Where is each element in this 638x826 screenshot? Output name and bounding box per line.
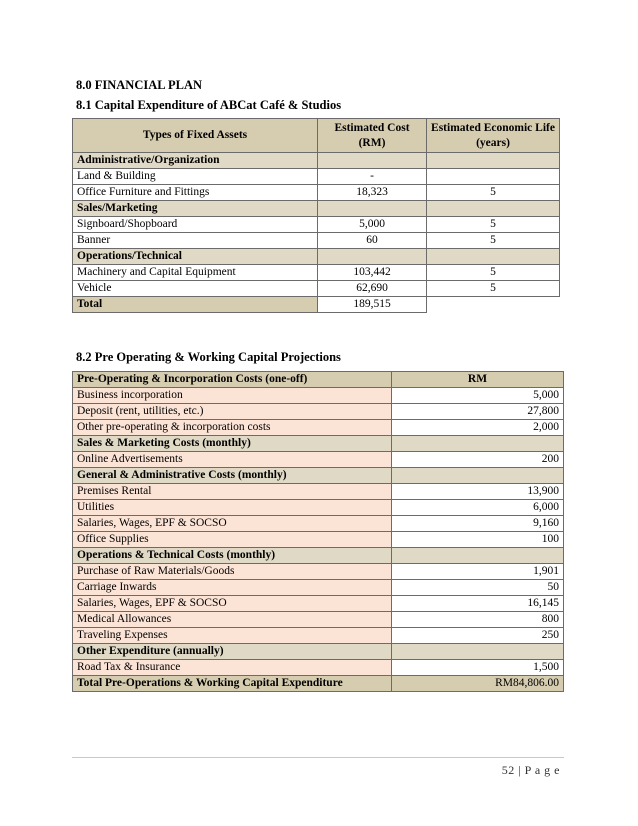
table-row	[73, 596, 564, 612]
cost-amount: 5,000	[392, 388, 564, 404]
asset-name: Vehicle	[73, 281, 318, 297]
cost-amount: 9,160	[392, 516, 564, 532]
asset-name: Machinery and Capital Equipment	[73, 265, 318, 281]
cost-item: Medical Allowances	[73, 612, 392, 628]
asset-name: Office Furniture and Fittings	[73, 185, 318, 201]
group-header-row	[73, 468, 564, 484]
asset-name: Signboard/Shopboard	[73, 217, 318, 233]
cost-item: Salaries, Wages, EPF & SOCSO	[73, 596, 392, 612]
group-header-row	[73, 436, 564, 452]
table-row	[73, 420, 564, 436]
estimated-cost: -	[318, 169, 427, 185]
group-cell	[392, 468, 564, 484]
economic-life: 5	[427, 185, 560, 201]
section-title: Operations/Technical	[73, 249, 318, 265]
section-title: Sales/Marketing	[73, 201, 318, 217]
group-title: Other Expenditure (annually)	[73, 644, 392, 660]
cost-item: Office Supplies	[73, 532, 392, 548]
footer-divider	[72, 757, 564, 758]
cost-amount: 1,500	[392, 660, 564, 676]
group-header-row	[73, 548, 564, 564]
cost-amount: 50	[392, 580, 564, 596]
section-row	[73, 249, 560, 265]
table-row	[73, 564, 564, 580]
cost-amount: 100	[392, 532, 564, 548]
total-row	[73, 297, 560, 313]
section-cell	[427, 201, 560, 217]
cost-item: Deposit (rent, utilities, etc.)	[73, 404, 392, 420]
cost-amount: 27,800	[392, 404, 564, 420]
group-title: Operations & Technical Costs (monthly)	[73, 548, 392, 564]
cost-amount: 800	[392, 612, 564, 628]
table-row	[73, 281, 560, 297]
section-cell	[427, 153, 560, 169]
estimated-cost: 62,690	[318, 281, 427, 297]
page-number: 52	[501, 763, 515, 777]
table-row	[73, 628, 564, 644]
table-row	[73, 265, 560, 281]
col-header-asset: Types of Fixed Assets	[73, 119, 318, 153]
total-label: Total	[73, 297, 318, 313]
cost-item: Carriage Inwards	[73, 580, 392, 596]
table-row	[73, 484, 564, 500]
table-row	[73, 217, 560, 233]
estimated-cost: 103,442	[318, 265, 427, 281]
page-label: | P a g e	[518, 763, 560, 777]
total-row	[73, 676, 564, 692]
capex-table-body	[73, 153, 560, 313]
economic-life	[427, 169, 560, 185]
section-cell	[318, 249, 427, 265]
cost-item: Traveling Expenses	[73, 628, 392, 644]
cost-item: Premises Rental	[73, 484, 392, 500]
cost-amount: 16,145	[392, 596, 564, 612]
table-row	[73, 388, 564, 404]
page-footer	[502, 763, 560, 778]
group-title: General & Administrative Costs (monthly)	[73, 468, 392, 484]
table-row	[73, 452, 564, 468]
group-title: Sales & Marketing Costs (monthly)	[73, 436, 392, 452]
table-row	[73, 532, 564, 548]
asset-name: Land & Building	[73, 169, 318, 185]
cost-item: Business incorporation	[73, 388, 392, 404]
cost-amount: 250	[392, 628, 564, 644]
group-header-row	[73, 644, 564, 660]
section-cell	[318, 201, 427, 217]
economic-life: 5	[427, 233, 560, 249]
preop-costs-table	[72, 371, 564, 692]
table-row	[73, 580, 564, 596]
cost-amount: 1,901	[392, 564, 564, 580]
asset-name: Banner	[73, 233, 318, 249]
section-cell	[427, 249, 560, 265]
economic-life: 5	[427, 217, 560, 233]
estimated-cost: 18,323	[318, 185, 427, 201]
capital-expenditure-table	[72, 118, 560, 313]
cost-item: Road Tax & Insurance	[73, 660, 392, 676]
table-row	[73, 660, 564, 676]
cost-amount: 2,000	[392, 420, 564, 436]
table-row	[73, 169, 560, 185]
cost-item: Utilities	[73, 500, 392, 516]
preop-table-body	[73, 388, 564, 692]
cost-amount: 6,000	[392, 500, 564, 516]
group-cell	[392, 644, 564, 660]
table-row	[73, 185, 560, 201]
cost-amount: 13,900	[392, 484, 564, 500]
total-amount: RM84,806.00	[392, 676, 564, 692]
section-cell	[318, 153, 427, 169]
economic-life: 5	[427, 281, 560, 297]
col-header-item: Pre-Operating & Incorporation Costs (one-off)	[73, 372, 392, 388]
table-row	[73, 516, 564, 532]
section-heading-preop: 8.2 Pre Operating & Working Capital Projections	[76, 350, 341, 364]
section-row	[73, 201, 560, 217]
col-header-rm: RM	[392, 372, 564, 388]
cost-item: Online Advertisements	[73, 452, 392, 468]
section-heading-capex: 8.1 Capital Expenditure of ABCat Café & Studios	[76, 98, 342, 112]
group-cell	[392, 548, 564, 564]
table-row	[73, 233, 560, 249]
section-heading-financial-plan: 8.0 FINANCIAL PLAN	[76, 78, 203, 92]
economic-life: 5	[427, 265, 560, 281]
table-row	[73, 500, 564, 516]
estimated-cost: 60	[318, 233, 427, 249]
cost-item: Purchase of Raw Materials/Goods	[73, 564, 392, 580]
cost-item: Other pre-operating & incorporation costs	[73, 420, 392, 436]
table-row	[73, 404, 564, 420]
total-label: Total Pre-Operations & Working Capital Expenditure	[73, 676, 392, 692]
group-cell	[392, 436, 564, 452]
estimated-cost: 5,000	[318, 217, 427, 233]
col-header-life: Estimated Economic Life (years)	[427, 119, 560, 153]
table-row	[73, 612, 564, 628]
col-header-cost: Estimated Cost (RM)	[318, 119, 427, 153]
total-cost: 189,515	[318, 297, 427, 313]
section-title: Administrative/Organization	[73, 153, 318, 169]
section-row	[73, 153, 560, 169]
cost-item: Salaries, Wages, EPF & SOCSO	[73, 516, 392, 532]
cost-amount: 200	[392, 452, 564, 468]
